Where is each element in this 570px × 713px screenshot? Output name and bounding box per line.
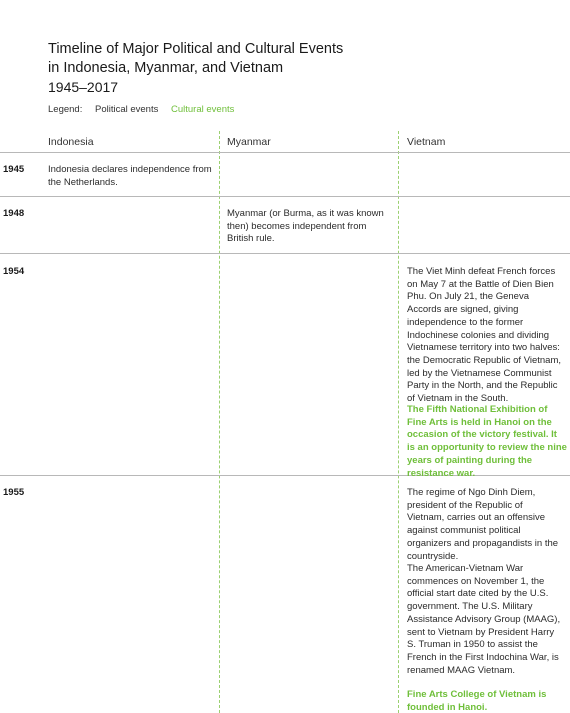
row-divider — [0, 152, 570, 153]
event-cultural: Fine Arts College of Vietnam is founded in Hanoi. — [407, 689, 547, 713]
event-political: The Viet Minh defeat French forces on May 7 at the Battle of Dien Bien Phu. On July 21, the Geneva Accords are signed, giving independence to the former Indochinese colonies and dividing Vietnamese territory into two halves: the Democratic Republic of Vietnam, led by the Vietnamese Communist Party in the North, and the Republic of Vietnam in the South. — [407, 266, 562, 405]
column-header-myanmar: Myanmar — [227, 136, 271, 148]
year-label: 1945 — [3, 164, 25, 175]
row-divider — [0, 196, 570, 197]
year-label: 1948 — [3, 208, 25, 219]
legend — [48, 104, 244, 115]
event-cultural: The Fifth National Exhibition of Fine Arts is held in Hanoi on the occasion of the victory festival. It is an opportunity to review the nine years of painting during the resistance war. — [407, 404, 567, 479]
legend-political: Political events — [94, 104, 159, 115]
event-political: The regime of Ngo Dinh Diem, president of the Republic of Vietnam, carries out an offensive against communist political organizers and propagandists in the countryside. — [407, 487, 559, 562]
row-divider — [0, 253, 570, 254]
title-years: 1945–2017 — [48, 79, 119, 95]
legend-label: Legend: — [48, 104, 83, 115]
title-line-1: Timeline of Major Political and Cultural Events — [48, 41, 344, 57]
column-header-indonesia: Indonesia — [48, 136, 94, 148]
column-header-vietnam: Vietnam — [407, 136, 446, 148]
column-divider — [398, 131, 399, 713]
event-political: Myanmar (or Burma, as it was known then) becomes independent from British rule. — [227, 208, 384, 245]
event-political: The American-Vietnam War commences on November 1, the official start date cited by the U.S. government. The U.S. Military Assistance Advisory Group (MAAG), sent to Vietnam by President Harry S. Truman in 1950 to assist the French in the First Indochina War, is renamed MAAG Vietnam. — [407, 563, 561, 676]
year-label: 1955 — [3, 487, 25, 498]
column-divider — [219, 131, 220, 713]
title-line-2: in Indonesia, Myanmar, and Vietnam — [48, 60, 284, 76]
year-label: 1954 — [3, 266, 25, 277]
page-title — [48, 40, 488, 97]
legend-cultural: Cultural events — [171, 104, 235, 115]
event-political: Indonesia declares independence from the Netherlands. — [48, 164, 212, 188]
